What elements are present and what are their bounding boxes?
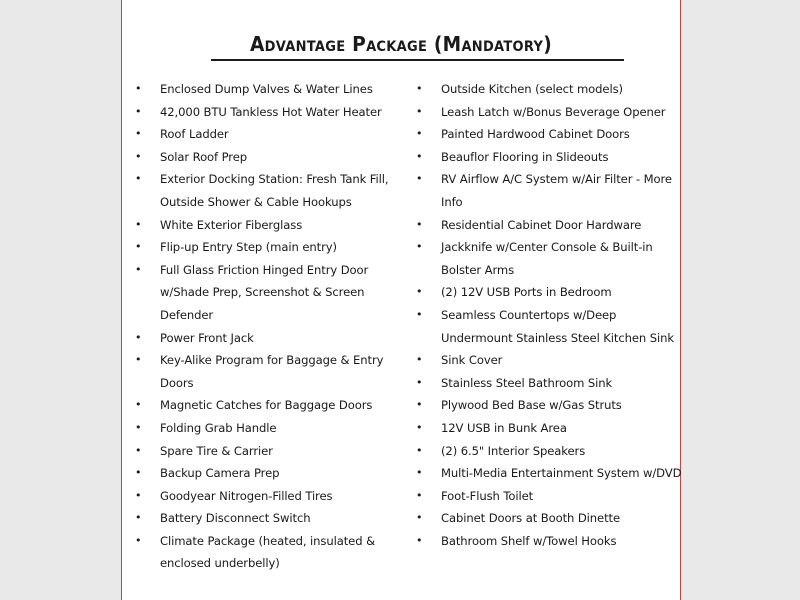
list-item: • RV Airflow A/C System w/Air Filter - More Info	[416, 168, 684, 213]
list-item: • Magnetic Catches for Baggage Doors	[135, 394, 405, 417]
list-item: • Multi-Media Entertainment System w/DVD	[416, 462, 684, 485]
list-item: • Foot-Flush Toilet	[416, 485, 684, 508]
list-item: • (2) 12V USB Ports in Bedroom	[416, 281, 684, 304]
list-item: • Plywood Bed Base w/Gas Struts	[416, 394, 684, 417]
list-item: • Cabinet Doors at Booth Dinette	[416, 507, 684, 530]
list-item: • Climate Package (heated, insulated & enclosed underbelly)	[135, 530, 405, 575]
list-item: • Key-Alike Program for Baggage & Entry Doors	[135, 349, 405, 394]
list-item: • Jackknife w/Center Console & Built-in Bolster Arms	[416, 236, 684, 281]
list-item: • (2) 6.5" Interior Speakers	[416, 440, 684, 463]
list-item: • Enclosed Dump Valves & Water Lines	[135, 78, 405, 101]
list-item: • 12V USB in Bunk Area	[416, 417, 684, 440]
list-item: • Power Front Jack	[135, 327, 405, 350]
title-underline	[211, 59, 624, 61]
list-item: • Beauflor Flooring in Slideouts	[416, 146, 684, 169]
list-item: • Residential Cabinet Door Hardware	[416, 214, 684, 237]
list-item: • Leash Latch w/Bonus Beverage Opener	[416, 101, 684, 124]
list-item: • Roof Ladder	[135, 123, 405, 146]
list-item: • Exterior Docking Station: Fresh Tank Fill, Outside Shower & Cable Hookups	[135, 168, 405, 213]
list-item: • Solar Roof Prep	[135, 146, 405, 169]
list-item: • Backup Camera Prep	[135, 462, 405, 485]
list-item: • Stainless Steel Bathroom Sink	[416, 372, 684, 395]
list-item: • Folding Grab Handle	[135, 417, 405, 440]
list-item: • Goodyear Nitrogen-Filled Tires	[135, 485, 405, 508]
list-item: • Sink Cover	[416, 349, 684, 372]
list-item: • Seamless Countertops w/Deep Undermount Stainless Steel Kitchen Sink	[416, 304, 684, 349]
list-item: • Battery Disconnect Switch	[135, 507, 405, 530]
feature-list-right	[416, 78, 684, 552]
list-item: • Bathroom Shelf w/Towel Hooks	[416, 530, 684, 553]
list-item: • Spare Tire & Carrier	[135, 440, 405, 463]
list-item: • Outside Kitchen (select models)	[416, 78, 684, 101]
list-item: • Flip-up Entry Step (main entry)	[135, 236, 405, 259]
list-item: • White Exterior Fiberglass	[135, 214, 405, 237]
list-item: • Painted Hardwood Cabinet Doors	[416, 123, 684, 146]
document-page	[121, 0, 681, 600]
list-item: • 42,000 BTU Tankless Hot Water Heater	[135, 101, 405, 124]
list-item: • Full Glass Friction Hinged Entry Door w/Shade Prep, Screenshot & Screen Defender	[135, 259, 405, 327]
page-title: Advantage Package (Mandatory)	[249, 32, 552, 56]
feature-list-left	[135, 78, 405, 575]
